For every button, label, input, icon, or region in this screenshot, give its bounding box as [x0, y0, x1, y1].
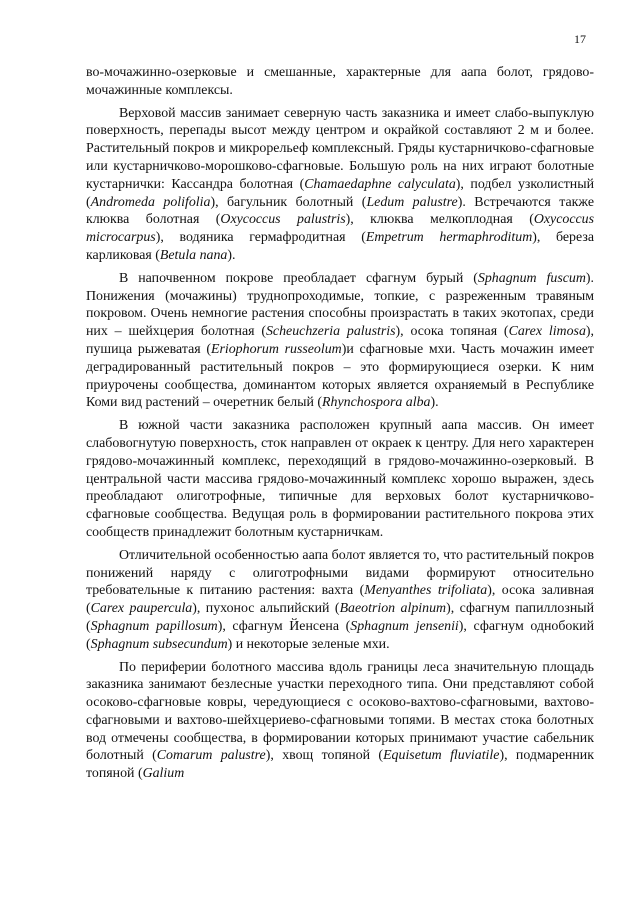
text-run: ), сфагнум однобокий ( — [86, 618, 594, 652]
text-run: ) и некоторые зеленые мхи. — [227, 636, 390, 652]
text-run: ), багульник болотный ( — [210, 194, 367, 210]
text-run: ). Встречаются также клюква болотная ( — [86, 194, 594, 228]
latin-name: Oxycoccus microcarpus — [86, 212, 594, 246]
text-run: Отличительной особенностью аапа болот является то, что растительный покров понижений наряду с олиготрофными видами формируют относительно требовательные к питанию растения: вахта ( — [86, 547, 594, 599]
text-run: ). — [430, 395, 439, 411]
paragraph — [86, 659, 594, 784]
paragraph — [86, 64, 594, 100]
latin-name: Baeotrion alpinum — [339, 601, 447, 617]
text-run: По периферии болотного массива вдоль границы леса значительную площадь заказника занимают безлесные участки переходного типа. Они представляют собой осоково-сфагновые ковры, чередующиеся с осоково-вахтово-сфагновыми, вахтово-сфагновыми и вахтово-шейхцериево-сфагновыми топями. В местах стока болотных вод отмечены сообщества, в формировании которых принимают участие сабельник болотный ( — [86, 659, 594, 764]
text-run: ), осока топяная ( — [395, 324, 509, 340]
latin-name: Comarum palustre — [156, 748, 266, 764]
text-run: ), пушица рыжеватая ( — [86, 324, 594, 357]
text-run: ), подбел узколистный ( — [86, 176, 595, 210]
latin-name: Eriophorum russeolum — [210, 341, 342, 357]
latin-name: Oxycoccus palustris — [220, 212, 346, 228]
text-run: ), хвощ топяной ( — [265, 748, 384, 764]
text-run: ), водяника гермафродитная ( — [155, 230, 366, 246]
text-run: ), сфагнум папиллозный ( — [86, 601, 595, 634]
latin-name: Scheuchzeria palustris — [265, 324, 396, 340]
latin-name: Sphagnum papillosum — [90, 618, 218, 634]
document-body — [86, 64, 594, 788]
text-run: ), подмаренник топяной ( — [86, 748, 594, 782]
text-run: во-мочажинно-озерковые и смешанные, характерные для аапа болот, грядово-мочажинные комплексы. — [86, 65, 594, 98]
text-run: ), пухонос альпийский ( — [192, 601, 340, 617]
text-run: Верховой массив занимает северную часть заказника и имеет слабо-выпуклую поверхность, перепады высот между центром и окрайкой составляют 2 м и более. Растительный покров и микрорельеф комплексный. Гряды кустарничково-сфагновые или кустарничково-морошково-сфагновые. Большую роль на них играют болотные кустарнички: Кассандра болотная ( — [86, 105, 594, 192]
latin-name: Galium — [142, 766, 185, 782]
latin-name: Empetrum hermaphroditum — [365, 230, 533, 246]
text-run: ), сфагнум Йенсена ( — [217, 618, 351, 634]
paragraph — [86, 547, 594, 654]
latin-name: Andromeda polifolia — [90, 194, 211, 210]
latin-name: Ledum palustre — [366, 194, 458, 210]
text-run: ), осока заливная ( — [86, 583, 595, 617]
text-run: )и сфагновые мхи. Часть мочажин имеет деградированный растительный покров – это формирующиеся озерки. К ним приурочены сообщества, доминантом которых является охраняемый в Республике Коми вид растений – очеретник белый ( — [86, 341, 594, 411]
page-number: 17 — [574, 32, 586, 46]
latin-name: Sphagnum fuscum — [477, 270, 586, 286]
latin-name: Betula nana — [159, 247, 228, 263]
paragraph — [86, 417, 594, 542]
latin-name: Sphagnum jensenii — [350, 618, 459, 634]
text-run: ). — [227, 247, 236, 263]
latin-name: Carex paupercula — [90, 601, 193, 617]
paragraph — [86, 270, 594, 412]
paragraph — [86, 105, 594, 265]
latin-name: Rhynchospora alba — [322, 395, 431, 411]
latin-name: Equisetum fluviatile — [383, 748, 500, 764]
latin-name: Carex limosa — [508, 324, 586, 340]
text-run: ), береза карликовая ( — [86, 230, 594, 263]
latin-name: Sphagnum subsecundum — [90, 636, 228, 652]
text-run: ), клюква мелкоплодная ( — [345, 212, 534, 228]
text-run: В напочвенном покрове преобладает сфагнум бурый ( — [119, 270, 478, 286]
text-run: ). Понижения (мочажины) труднопроходимые, топкие, с разреженным травяным покровом. Очень немногие растения способны произрастать в таких экотопах, среди них – шейхцерия болотная ( — [86, 270, 594, 340]
text-run: В южной части заказника расположен крупный аапа массив. Он имеет слабовогнутую поверхность, сток направлен от окраек к центру. Для него характерен грядово-мочажинный комплекс, переходящий в грядово-мочажинно-озерковый. В центральной части массива грядово-мочажинный комплекс хорошо выражен, здесь преобладают олиготрофные, типичные для верховых болот кустарничково-сфагновые сообщества. Ведущая роль в формировании растительного покрова этих сообществ принадлежит болотным кустарничкам. — [86, 418, 594, 540]
latin-name: Menyanthes trifoliata — [364, 583, 488, 599]
latin-name: Chamaedaphne calyculata — [304, 176, 456, 192]
